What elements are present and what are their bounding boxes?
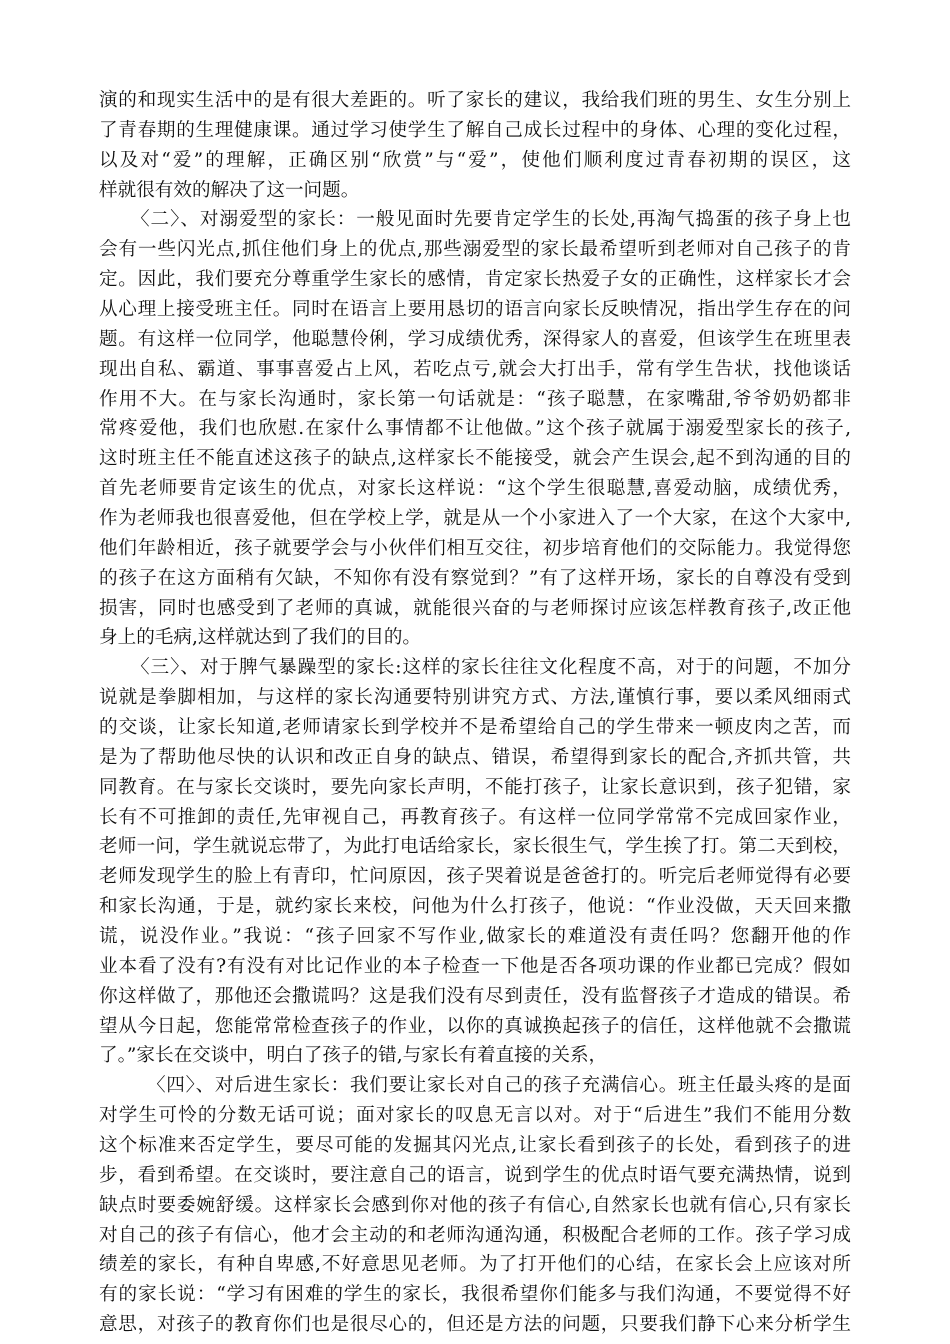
text-line: 长有不可推卸的责任,先审视自己，再教育孩子。有这样一位同学常常不完成回家作业， [99,806,851,828]
text-line: 作用不大。在与家长沟通时，家长第一句话就是：“孩子聪慧，在家嘴甜,爷爷奶奶都非 [99,388,851,410]
text-line: 常疼爱他，我们也欣慰.在家什么事情都不让他做。”这个孩子就属于溺爱型家长的孩子, [99,418,851,440]
text-line: 有的家长说：“学习有困难的学生的家长，我很希望你们能多与我们沟通，不要觉得不好 [99,1284,851,1306]
text-line: 的交谈，让家长知道,老师请家长到学校并不是希望给自己的学生带来一顿皮肉之苦，而 [99,717,851,738]
section-four-heading-line: 〈四〉、对后进生家长：我们要让家长对自己的孩子充满信心。班主任最头疼的是面 [147,1075,851,1097]
text-line: 和家长沟通，于是，就约家长来校，问他为什么打孩子，他说：“作业没做，天天回来撒 [99,896,851,918]
text-line: 是为了帮助他尽快的认识和改正自身的缺点、错误，希望得到家长的配合,齐抓共管，共 [99,746,851,768]
section-two-heading-line: 〈二〉、对溺爱型的家长：一般见面时先要肯定学生的长处,再淘气捣蛋的孩子身上也 [131,209,851,231]
text-line: 缺点时要委婉舒缓。这样家长会感到你对他的孩子有信心,自然家长也就有信心,只有家长 [99,1194,851,1216]
text-line: 老师一问，学生就说忘带了，为此打电话给家长，家长很生气，学生挨了打。第二天到校， [99,836,851,858]
text-line: 身上的毛病,这样就达到了我们的目的。 [99,627,422,649]
text-line: 首先老师要肯定该生的优点，对家长这样说：“这个学生很聪慧,喜爱动脑，成绩优秀， [99,478,851,500]
text-line: 现出自私、霸道、事事喜爱占上风，若吃点亏,就会大打出手，常有学生告状，找他谈话 [99,358,851,380]
text-line: 这个标准来否定学生，要尽可能的发掘其闪光点,让家长看到孩子的长处，看到孩子的进 [99,1135,851,1156]
text-line: 老师发现学生的脸上有青印，忙问原因，孩子哭着说是爸爸打的。听完后老师觉得有必要 [99,866,851,888]
text-line: 了青春期的生理健康课。通过学习使学生了解自己成长过程中的身体、心理的变化过程， [99,119,851,141]
text-line: 的孩子在这方面稍有欠缺，不知你有没有察觉到？”有了这样开场，家长的自尊没有受到 [99,567,851,589]
text-line: 会有一些闪光点,抓住他们身上的优点,那些溺爱型的家长最希望听到老师对自己孩子的肯 [99,239,851,261]
text-line: 作为老师我也很喜爱他，但在学校上学，就是从一个小家进入了一个大家，在这个大家中, [99,508,851,529]
text-line: 损害，同时也感受到了老师的真诚，就能很兴奋的与老师探讨应该怎样教育孩子,改正他 [99,597,851,619]
text-line: 定。因此，我们要充分尊重学生家长的感情，肯定家长热爱子女的正确性，这样家长才会 [99,269,851,291]
text-line: 步，看到希望。在交谈时，要注意自己的语言，说到学生的优点时语气要充满热情，说到 [99,1164,851,1186]
text-line: 说就是拳脚相加，与这样的家长沟通要特别讲究方式、方法,谨慎行事，要以柔风细雨式 [99,687,851,709]
text-line: 同教育。在与家长交谈时，要先向家长声明，不能打孩子，让家长意识到，孩子犯错，家 [99,776,851,798]
text-line: 望从今日起，您能常常检查孩子的作业，以你的真诚换起孩子的信任，这样他就不会撒谎 [99,1015,851,1037]
text-line: 绩差的家长，有种自卑感,不好意思见老师。为了打开他们的心结，在家长会上应该对所 [99,1254,851,1276]
text-line: 了。”家长在交谈中，明白了孩子的错,与家长有着直接的关系， [99,1045,608,1067]
text-line: 从心理上接受班主任。同时在语言上要用恳切的语言向家长反映情况，指出学生存在的问 [99,299,851,320]
text-line: 业本看了没有?有没有对比记作业的本子检查一下他是否各项功课的作业都已完成？假如 [99,955,851,977]
text-line: 谎，说没作业。”我说：“孩子回家不写作业,做家长的难道没有责任吗？您翻开他的作 [99,926,851,947]
text-line: 对自己的孩子有信心，他才会主动的和老师沟通沟通，积极配合老师的工作。孩子学习成 [99,1224,851,1246]
text-line: 题。有这样一位同学，他聪慧伶俐，学习成绩优秀，深得家人的喜爱，但该学生在班里表 [99,328,851,350]
text-line: 意思，对孩子的教育你们也是很尽心的，但还是方法的问题，只要我们静下心来分析学生 [99,1314,851,1336]
text-line: 以及对“爱”的理解，正确区别“欣赏”与“爱”，使他们顺利度过青春初期的误区，这 [99,149,851,171]
section-three-heading-line: 〈三〉、对于脾气暴躁型的家长:这样的家长往往文化程度不高，对于的问题，不加分 [131,657,851,679]
text-line: 样就很有效的解决了这一问题。 [99,179,360,201]
text-line: 你这样做了，那他还会撒谎吗？这是我们没有尽到责任，没有监督孩子才造成的错误。希 [99,985,851,1007]
text-line: 这时班主任不能直述这孩子的缺点,这样家长不能接受，就会产生误会,起不到沟通的目的 [99,448,851,470]
text-line: 对学生可怜的分数无话可说；面对家长的叹息无言以对。对于“后进生”我们不能用分数 [99,1105,851,1127]
text-line: 他们年龄相近，孩子就要学会与小伙伴们相互交往，初步培育他们的交际能力。我觉得您 [99,537,851,559]
text-line: 演的和现实生活中的是有很大差距的。听了家长的建议，我给我们班的男生、女生分别上 [99,90,851,111]
